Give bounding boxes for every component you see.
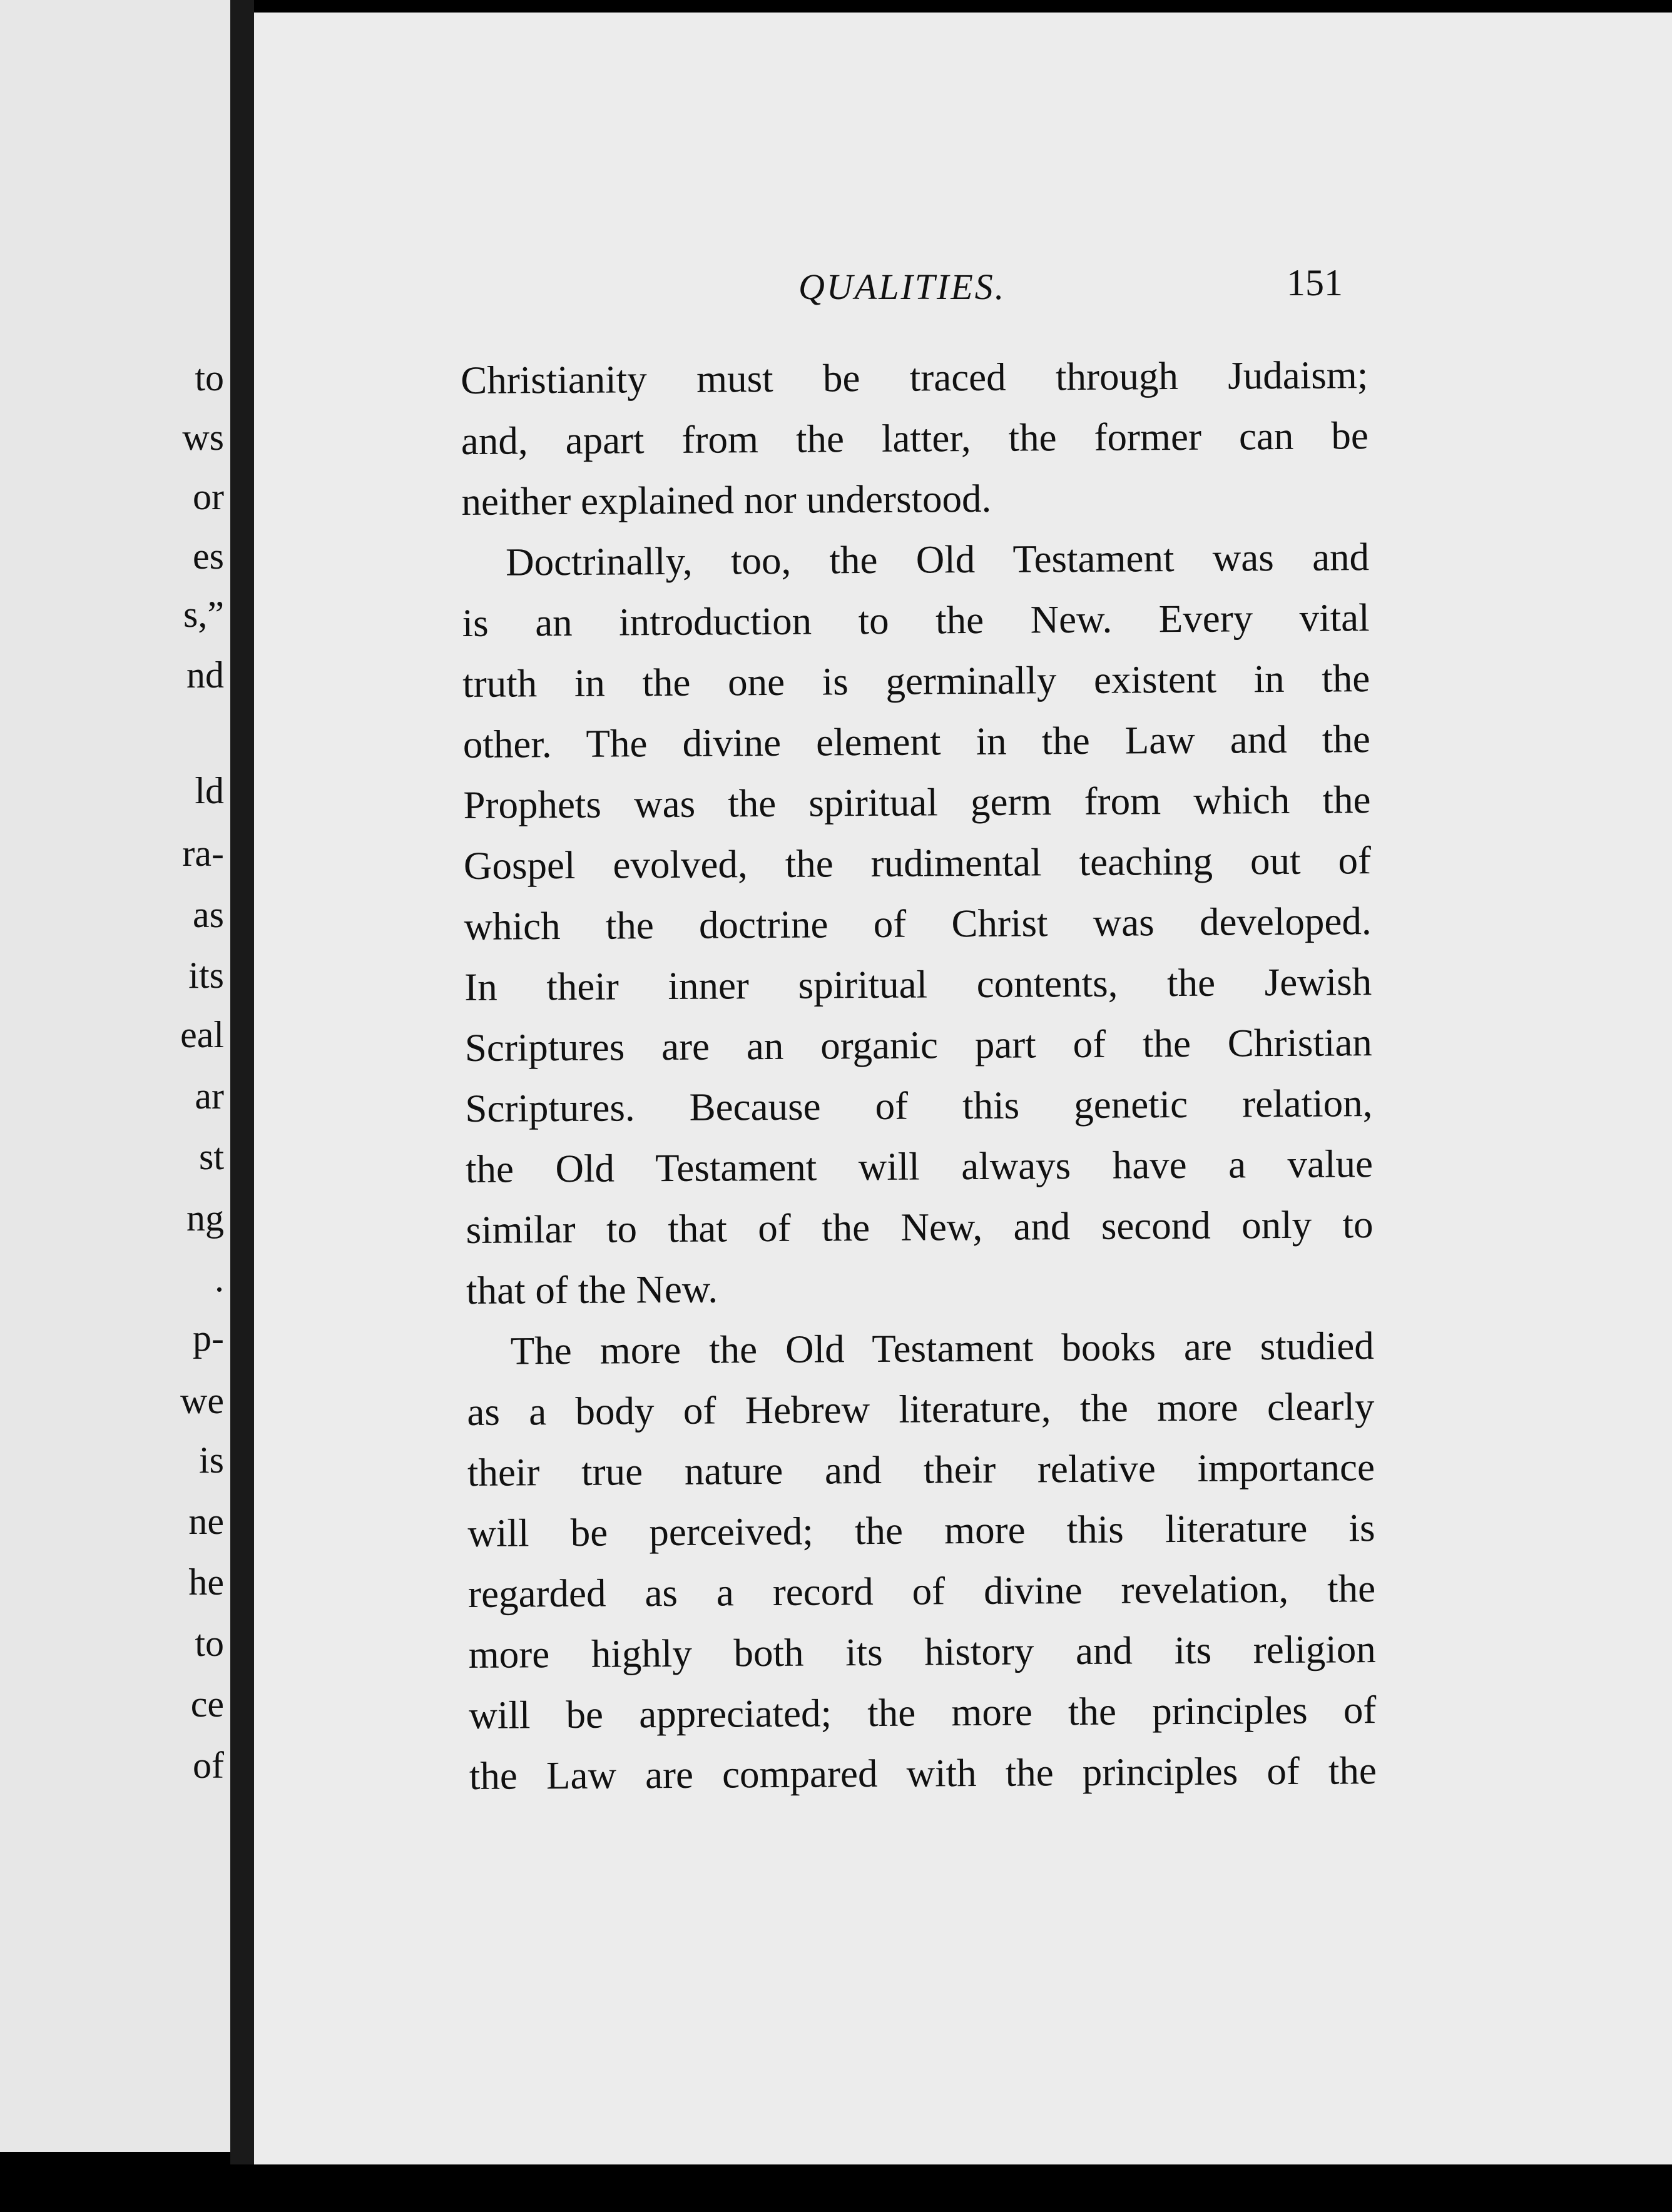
paragraph [462, 527, 1374, 1321]
text-line: the Law are compared with the principles of the [469, 1748, 1377, 1798]
left-page-fragment-line: he [188, 1561, 224, 1603]
book-gutter [230, 0, 254, 2164]
left-page-fragment-line: ng [186, 1197, 224, 1239]
text-line: Scriptures are an organic part of the Christian [464, 1020, 1372, 1070]
text-line: as a body of Hebrew literature, the more clearly [467, 1384, 1375, 1434]
left-page-fragment-line: nd [186, 654, 224, 696]
text-line: other. The divine element in the Law and the [462, 717, 1371, 766]
right-page [254, 13, 1672, 2164]
text-line: Doctrinally, too, the Old Testament was and [505, 535, 1370, 584]
paragraph [461, 345, 1369, 532]
text-line: Scriptures. Because of this genetic relation, [465, 1081, 1373, 1130]
left-page-fragment-line: is [198, 1439, 224, 1481]
left-page-fragment-line: to [195, 1623, 224, 1664]
left-page-fragment-line: s,” [183, 594, 224, 635]
left-page-fragment-line: to [195, 357, 224, 398]
text-line: Prophets was the spiritual germ from which the [463, 778, 1371, 827]
left-page-fragment-line: ne [188, 1501, 224, 1542]
text-line: which the doctrine of Christ was developed. [464, 899, 1372, 948]
left-page-fragment-line: ce [190, 1683, 224, 1725]
text-line: the Old Testament will always have a value [465, 1142, 1374, 1191]
text-line: their true nature and their relative importance [467, 1445, 1375, 1494]
text-line: regarded as a record of divine revelation, the [467, 1566, 1376, 1616]
text-line: In their inner spiritual contents, the Jewish [464, 960, 1372, 1009]
text-line: more highly both its history and its religion [468, 1627, 1376, 1677]
left-page-fragment-line: ra- [182, 833, 224, 874]
text-line: Gospel evolved, the rudimental teaching out of [463, 838, 1372, 888]
text-line: that of the New. [466, 1267, 718, 1312]
text-line: Christianity must be traced through Judaism; [461, 353, 1369, 402]
page-number: 151 [1287, 262, 1343, 303]
left-page-fragment-line: its [188, 955, 224, 996]
text-line: will be appreciated; the more the principles of [469, 1688, 1377, 1737]
left-page-fragment-line: . [215, 1258, 224, 1299]
text-line: will be perceived; the more this literature is [467, 1506, 1375, 1555]
text-line: similar to that of the New, and second only to [466, 1202, 1374, 1252]
left-page-fragment-line: p- [193, 1317, 224, 1359]
left-page-fragment-line: or [193, 476, 224, 517]
left-page-fragment-line: we [180, 1380, 224, 1421]
text-line: and, apart from the latter, the former can be [461, 413, 1369, 463]
text-line: The more the Old Testament books are studied [510, 1324, 1374, 1373]
left-page-fragment [0, 0, 230, 2152]
left-page-fragment-line: as [193, 894, 224, 935]
text-line: neither explained nor understood. [461, 476, 992, 524]
running-head: QUALITIES. [798, 266, 1006, 307]
paragraph [466, 1316, 1377, 1807]
left-page-fragment-line: ar [195, 1075, 224, 1117]
left-page-fragment-line: of [193, 1745, 224, 1786]
left-page-text [0, 0, 230, 2152]
text-line: is an introduction to the New. Every vital [462, 596, 1370, 645]
left-page-fragment-line: ws [182, 417, 224, 458]
page-content [254, 13, 1672, 2164]
body-text [461, 345, 1377, 1807]
left-page-fragment-line: eal [180, 1014, 224, 1055]
left-page-fragment-line: st [198, 1136, 224, 1177]
left-page-fragment-line: es [193, 535, 224, 577]
left-page-fragment-line: ld [195, 770, 224, 811]
text-line: truth in the one is germinally existent in the [462, 656, 1370, 706]
